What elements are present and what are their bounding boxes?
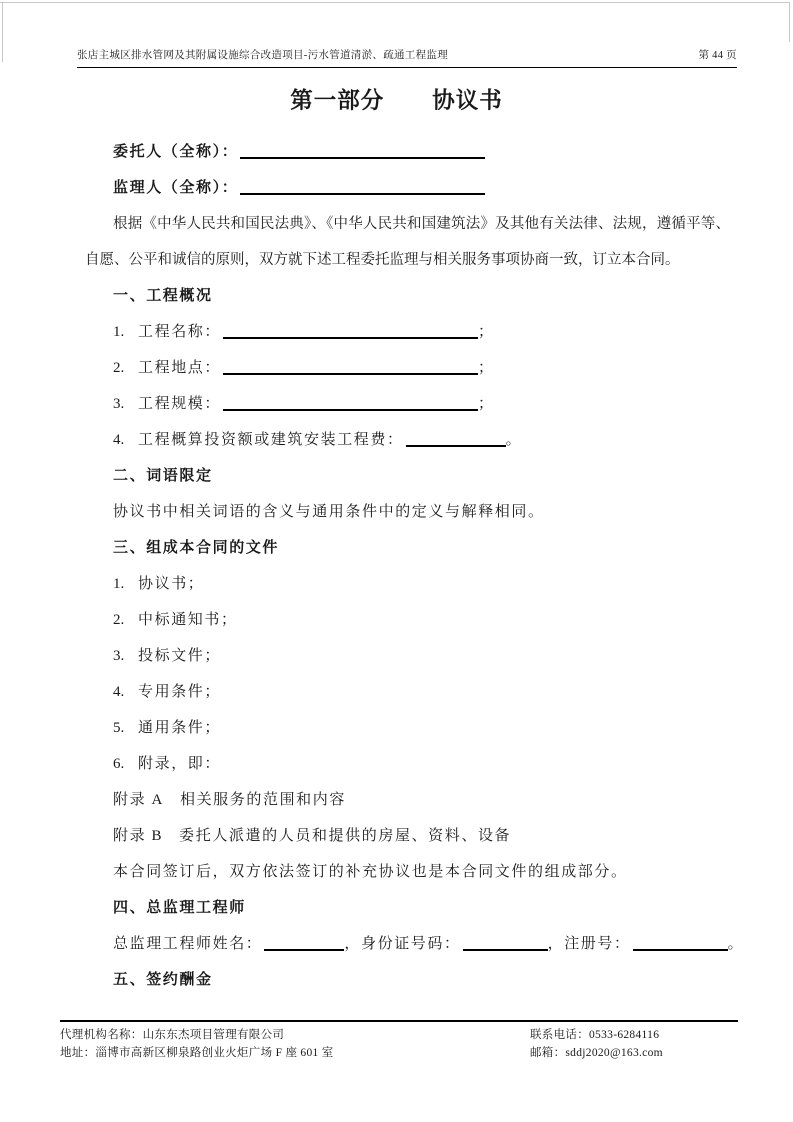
client-name-row [85, 134, 730, 170]
footer-address: 地址：淄博市高新区柳泉路创业火炬广场 F 座 601 室 [60, 1046, 334, 1059]
scan-edge-top [0, 2, 789, 3]
footer-phone: 联系电话：0533-6284116 [530, 1029, 660, 1041]
project-budget-label: 工程概算投资额或建筑安装工程费： [138, 432, 404, 448]
appendix-a-row [85, 782, 730, 818]
contract-doc-item [85, 638, 730, 674]
item-text: 投标文件； [138, 648, 222, 664]
footer-agency: 代理机构名称：山东东杰项目管理有限公司 [60, 1029, 285, 1041]
id-number-label: ，身份证号码： [344, 936, 461, 952]
registration-number-label: ，注册号： [547, 936, 631, 952]
project-name-label: 工程名称： [138, 324, 222, 340]
line-end-punctuation: 。 [727, 936, 745, 952]
project-scale-label: 工程规模： [138, 396, 222, 412]
scan-edge-left [2, 2, 3, 62]
item-text: 协议书； [138, 576, 205, 592]
supervisor-name-label: 监理人（全称）： [113, 180, 239, 196]
project-name-blank [223, 323, 478, 339]
project-name-row [85, 314, 730, 350]
project-scale-row [85, 386, 730, 422]
footer-left-column [60, 1027, 530, 1062]
item-suffix: ； [478, 324, 495, 340]
chief-engineer-name-blank [264, 935, 344, 951]
project-location-blank [223, 359, 478, 375]
item-text: 通用条件； [138, 720, 222, 736]
appendix-text: 委托人派遣的人员和提供的房屋、资料、设备 [179, 828, 512, 844]
item-suffix: ； [478, 396, 495, 412]
supervisor-name-row [85, 170, 730, 206]
section2-body: 协议书中相关词语的含义与通用条件中的定义与解释相同。 [113, 504, 545, 520]
id-number-blank [463, 935, 548, 951]
section3-heading: 三、组成本合同的文件 [113, 540, 280, 556]
item-suffix: 。 [505, 432, 523, 448]
item-number: 1. [113, 324, 125, 340]
appendix-tag: 附录 A [113, 792, 164, 808]
supplement-note: 本合同签订后，双方依法签订的补充协议也是本合同文件的组成部分。 [113, 864, 628, 880]
supervisor-name-blank [240, 179, 485, 195]
section1-heading: 一、工程概况 [113, 288, 213, 304]
section2-heading: 二、词语限定 [113, 468, 213, 484]
contract-doc-item [85, 566, 730, 602]
item-number: 2. [113, 612, 125, 628]
item-number: 4. [113, 432, 125, 448]
page-number: 第 44 页 [698, 50, 737, 61]
title-part: 第一部分 [290, 88, 385, 113]
client-name-label: 委托人（全称）： [113, 144, 239, 160]
contract-doc-item [85, 710, 730, 746]
item-number: 5. [113, 720, 125, 736]
contract-doc-item [85, 602, 730, 638]
section4-heading: 四、总监理工程师 [113, 900, 246, 916]
scan-edge-right [789, 2, 790, 42]
appendix-text: 相关服务的范围和内容 [179, 792, 346, 808]
item-number: 6. [113, 756, 125, 772]
item-suffix: ； [478, 360, 495, 376]
intro-paragraph: 根据《中华人民共和国民法典》、《中华人民共和国建筑法》及其他有关法律、法规，遵循平等、自愿、公平和诚信的原则，双方就下述工程委托监理与相关服务事项协商一致，订立本合同。 [85, 216, 730, 268]
appendix-tag: 附录 B [113, 828, 164, 844]
client-name-blank [240, 143, 485, 159]
item-number: 1. [113, 576, 125, 592]
title-name: 协议书 [432, 88, 503, 113]
contract-doc-item [85, 746, 730, 782]
item-text: 中标通知书； [138, 612, 238, 628]
project-location-label: 工程地点： [138, 360, 222, 376]
item-text: 附录，即： [138, 756, 222, 772]
project-location-row [85, 350, 730, 386]
appendix-b-row [85, 818, 730, 854]
project-budget-row [85, 422, 730, 458]
chief-engineer-name-label: 总监理工程师姓名： [113, 936, 263, 952]
page-footer [60, 1020, 738, 1062]
page-header [77, 47, 737, 68]
item-number: 3. [113, 396, 125, 412]
document-title [0, 86, 793, 116]
footer-right-column [530, 1027, 738, 1062]
registration-number-blank [633, 935, 728, 951]
chief-engineer-row [85, 926, 745, 962]
contract-doc-item [85, 674, 730, 710]
section5-heading: 五、签约酬金 [113, 972, 213, 988]
document-body [85, 134, 745, 998]
item-text: 专用条件； [138, 684, 222, 700]
project-budget-blank [406, 431, 506, 447]
project-scale-blank [223, 395, 478, 411]
item-number: 2. [113, 360, 125, 376]
item-number: 3. [113, 648, 125, 664]
footer-email: 邮箱：sddj2020@163.com [530, 1046, 663, 1059]
header-project-title: 张店主城区排水管网及其附属设施综合改造项目-污水管道清淤、疏通工程监理 [77, 50, 448, 61]
item-number: 4. [113, 684, 125, 700]
